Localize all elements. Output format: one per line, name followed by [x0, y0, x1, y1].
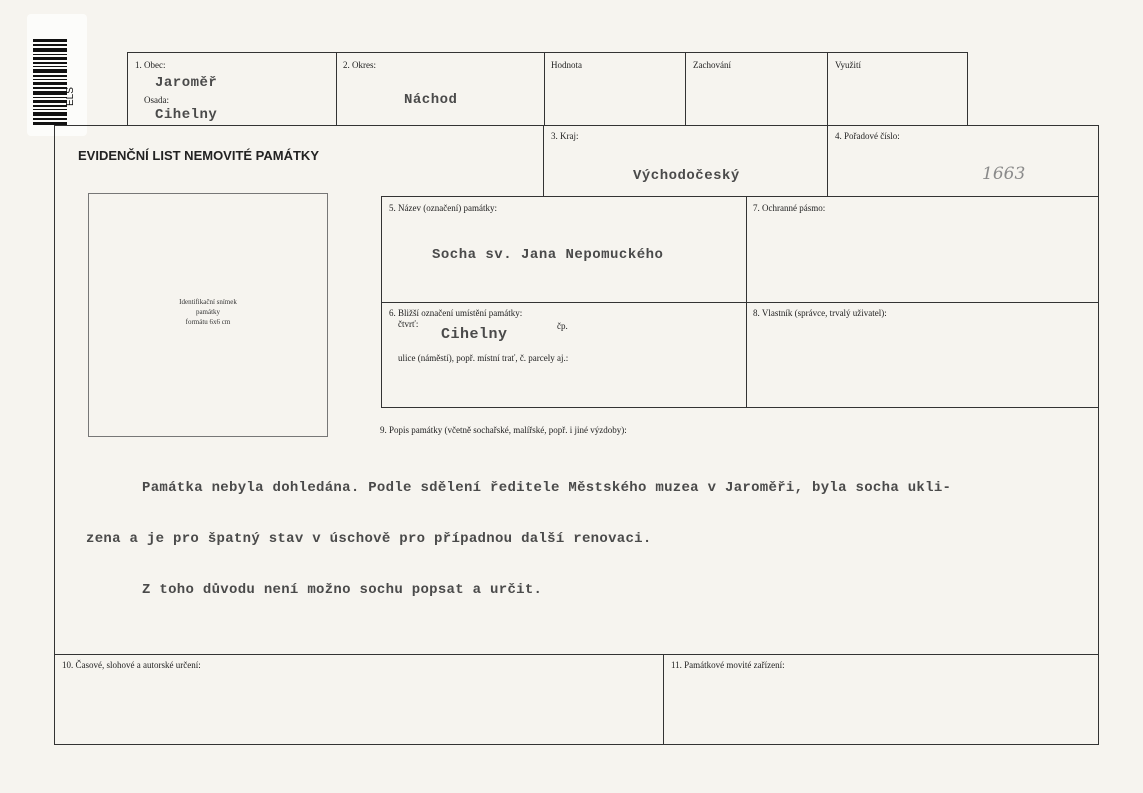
cp-label: čp. [557, 321, 568, 331]
obec-label: 1. Obec: [135, 60, 166, 70]
movite-label: 11. Památkové movité zařízení: [671, 660, 785, 670]
blizsi-label: 6. Bližší označení umístění památky: [389, 308, 523, 318]
okres-label: 2. Okres: [343, 60, 376, 70]
vyuziti-label: Využití [835, 60, 861, 70]
kraj-label: 3. Kraj: [551, 131, 579, 141]
osada-value: Cihelny [155, 107, 218, 123]
osada-label: Osada: [144, 95, 169, 105]
popis-label: 9. Popis památky (včetně sochařské, malířské, popř. i jiné výzdoby): [380, 425, 627, 435]
ctvrt-value: Cihelny [441, 326, 508, 343]
barcode-icon [33, 39, 73, 129]
photo-caption-line-1: Identifikační snímek [179, 298, 237, 306]
sticker-code: ELS [65, 87, 76, 106]
kraj-value: Východočeský [633, 168, 740, 184]
poradove-value: 1663 [982, 164, 1026, 184]
nazev-value: Socha sv. Jana Nepomuckého [432, 247, 664, 263]
hodnota-label: Hodnota [551, 60, 582, 70]
popis-line-1: Památka nebyla dohledána. Podle sdělení ředitele Městského muzea v Jaroměři, byla socha ukli- [142, 480, 952, 496]
poradove-label: 4. Pořadové číslo: [835, 131, 900, 141]
nazev-label: 5. Název (označení) památky: [389, 203, 497, 213]
vlastnik-label: 8. Vlastník (správce, trvalý uživatel): [753, 308, 887, 318]
zachovani-label: Zachování [693, 60, 731, 70]
barcode-sticker [27, 14, 87, 136]
photo-caption-line-2: památky [195, 308, 221, 316]
popis-line-2: zena a je pro špatný stav v úschově pro případnou další renovaci. [86, 531, 652, 547]
okres-value: Náchod [404, 92, 458, 108]
photo-caption [89, 297, 327, 327]
casove-label: 10. Časové, slohové a autorské určení: [62, 660, 201, 670]
obec-value: Jaroměř [155, 75, 218, 91]
form-title: EVIDENČNÍ LIST NEMOVITÉ PAMÁTKY [78, 148, 319, 163]
popis-line-3: Z toho důvodu není možno sochu popsat a určit. [142, 582, 543, 598]
ochranne-label: 7. Ochranné pásmo: [753, 203, 826, 213]
kraj-box [543, 125, 828, 197]
ctvrt-label: čtvrť: [398, 319, 419, 329]
popis-text [86, 446, 951, 633]
ulice-label: ulice (náměstí), popř. místní trať, č. parcely aj.: [398, 353, 569, 363]
photo-caption-line-3: formátu 6x6 cm [185, 318, 231, 326]
photo-placeholder [88, 193, 328, 437]
